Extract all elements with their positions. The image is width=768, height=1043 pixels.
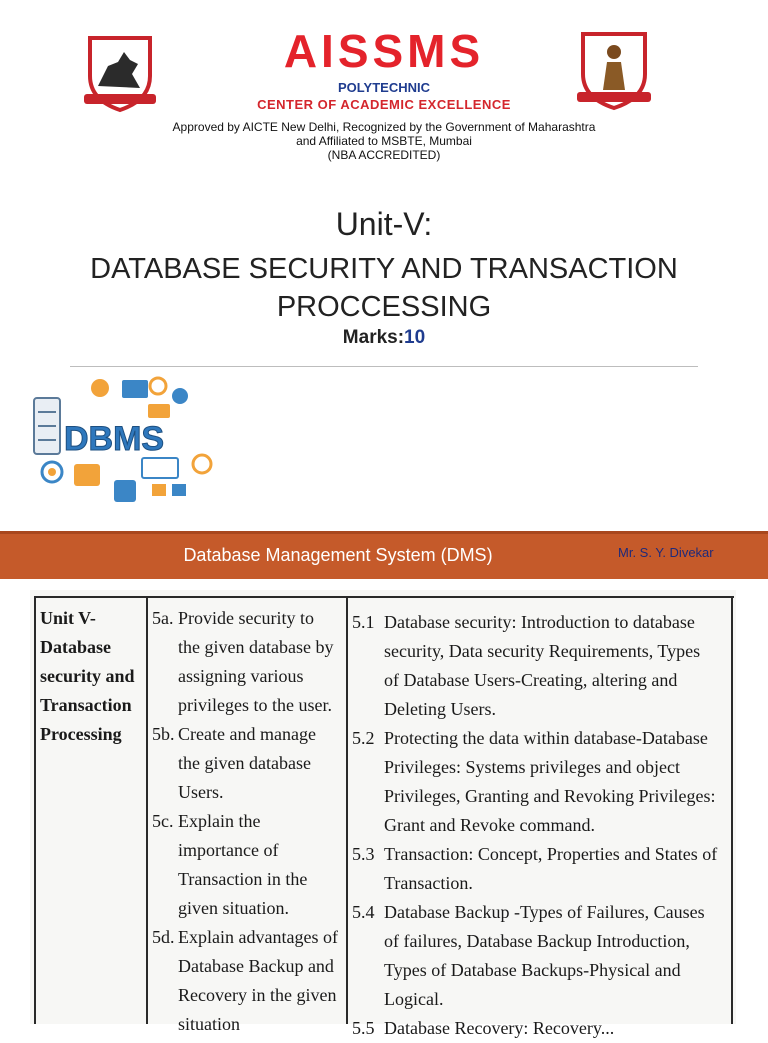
outcome-line: Database Backup and [178, 956, 334, 976]
topic-item [352, 840, 732, 898]
outcome-line: Explain the [178, 811, 261, 831]
outcome-line: Recovery in the given [178, 985, 337, 1005]
outcome-item [152, 604, 346, 720]
outcome-line: Explain advantages of [178, 927, 338, 947]
author-name: Mr. S. Y. Divekar [618, 545, 714, 560]
marks-label [0, 327, 768, 349]
topic-line: Logical. [384, 989, 444, 1009]
topic-line: Types of Database Backups-Physical and [384, 960, 681, 980]
topic-number: 5.5 [352, 1018, 375, 1038]
topic-number: 5.1 [352, 612, 375, 632]
accreditation-text [0, 120, 768, 162]
topic-line: Grant and Revoke command. [384, 815, 595, 835]
topic-number: 5.3 [352, 844, 375, 864]
topic-item [352, 724, 732, 840]
outcome-line: assigning various [178, 666, 304, 686]
accreditation-line-2: and Affiliated to MSBTE, Mumbai [296, 134, 472, 148]
dbms-illustration [30, 372, 240, 514]
topic-line: Privileges: Systems privileges and object [384, 757, 680, 777]
unit-cell [40, 604, 142, 749]
unit-cell-line: Database [40, 637, 111, 657]
table-top-border [34, 596, 734, 598]
outcome-item [152, 807, 346, 923]
accreditation-line-3: (NBA ACCREDITED) [327, 148, 441, 162]
topic-item [352, 608, 732, 724]
institute-type: POLYTECHNIC [338, 80, 430, 95]
institute-tagline: CENTER OF ACADEMIC EXCELLENCE [257, 97, 511, 112]
outcome-number: 5c. [152, 811, 174, 831]
dbms-graphic-label: DBMS [64, 420, 165, 458]
outcome-number: 5d. [152, 927, 175, 947]
table-column-divider-1 [146, 596, 148, 1024]
topic-line: Protecting the data within database-Database [384, 728, 708, 748]
table-left-border [34, 596, 36, 1024]
unit-subject-line-2: PROCCESSING [276, 291, 492, 323]
outcome-line: the given database by [178, 637, 334, 657]
topic-line: Database Recovery: Recovery... [384, 1018, 615, 1038]
course-title: Database Management System (DMS) [183, 545, 493, 565]
outcome-number: 5a. [152, 608, 174, 628]
accreditation-line-1: Approved by AICTE New Delhi, Recognized by the Government of Maharashtra [172, 120, 596, 134]
outcome-line: Provide security to [178, 608, 314, 628]
outcome-line: Users. [178, 782, 224, 802]
unit-cell-line: security and [40, 666, 135, 686]
outcome-line: Create and manage [178, 724, 316, 744]
topic-line: Database security: Introduction to database [384, 612, 695, 632]
outcome-number: 5b. [152, 724, 175, 744]
outcome-line: given situation. [178, 898, 289, 918]
outcome-line: the given database [178, 753, 311, 773]
unit-cell-line: Transaction [40, 695, 132, 715]
topic-number: 5.2 [352, 728, 375, 748]
topic-line: Privileges, Granting and Revoking Privileges: [384, 786, 716, 806]
institute-name: AISSMS [283, 25, 485, 77]
topic-line: Deleting Users. [384, 699, 496, 719]
unit-cell-line: Processing [40, 724, 122, 744]
outcome-line: Transaction in the [178, 869, 308, 889]
outcome-line: privileges to the user. [178, 695, 332, 715]
topic-number: 5.4 [352, 902, 375, 922]
unit-subject [0, 250, 768, 326]
marks-value: 10 [404, 327, 426, 348]
topic-line: security, Data security Requirements, Types [384, 641, 701, 661]
outcomes-cell [152, 604, 346, 1039]
unit-cell-line: Unit V- [40, 608, 96, 628]
topic-line: Database Backup -Types of Failures, Causes [384, 902, 705, 922]
topic-item [352, 1014, 732, 1043]
marks-text: Marks: [342, 327, 405, 348]
unit-heading: Unit-V: [335, 206, 433, 242]
topics-cell [352, 608, 732, 1043]
topic-line: of failures, Database Backup Introduction, [384, 931, 690, 951]
topic-item [352, 898, 732, 1014]
outcome-line: situation [178, 1014, 240, 1034]
topic-line: Transaction: Concept, Properties and States of [384, 844, 718, 864]
topic-line: Transaction. [384, 873, 473, 893]
outcome-item [152, 923, 346, 1039]
table-column-divider-2 [346, 596, 348, 1024]
outcome-item [152, 720, 346, 807]
outcome-line: importance of [178, 840, 279, 860]
divider [70, 366, 698, 367]
unit-subject-line-1: DATABASE SECURITY AND TRANSACTION [90, 253, 678, 285]
topic-line: of Database Users-Creating, altering and [384, 670, 678, 690]
